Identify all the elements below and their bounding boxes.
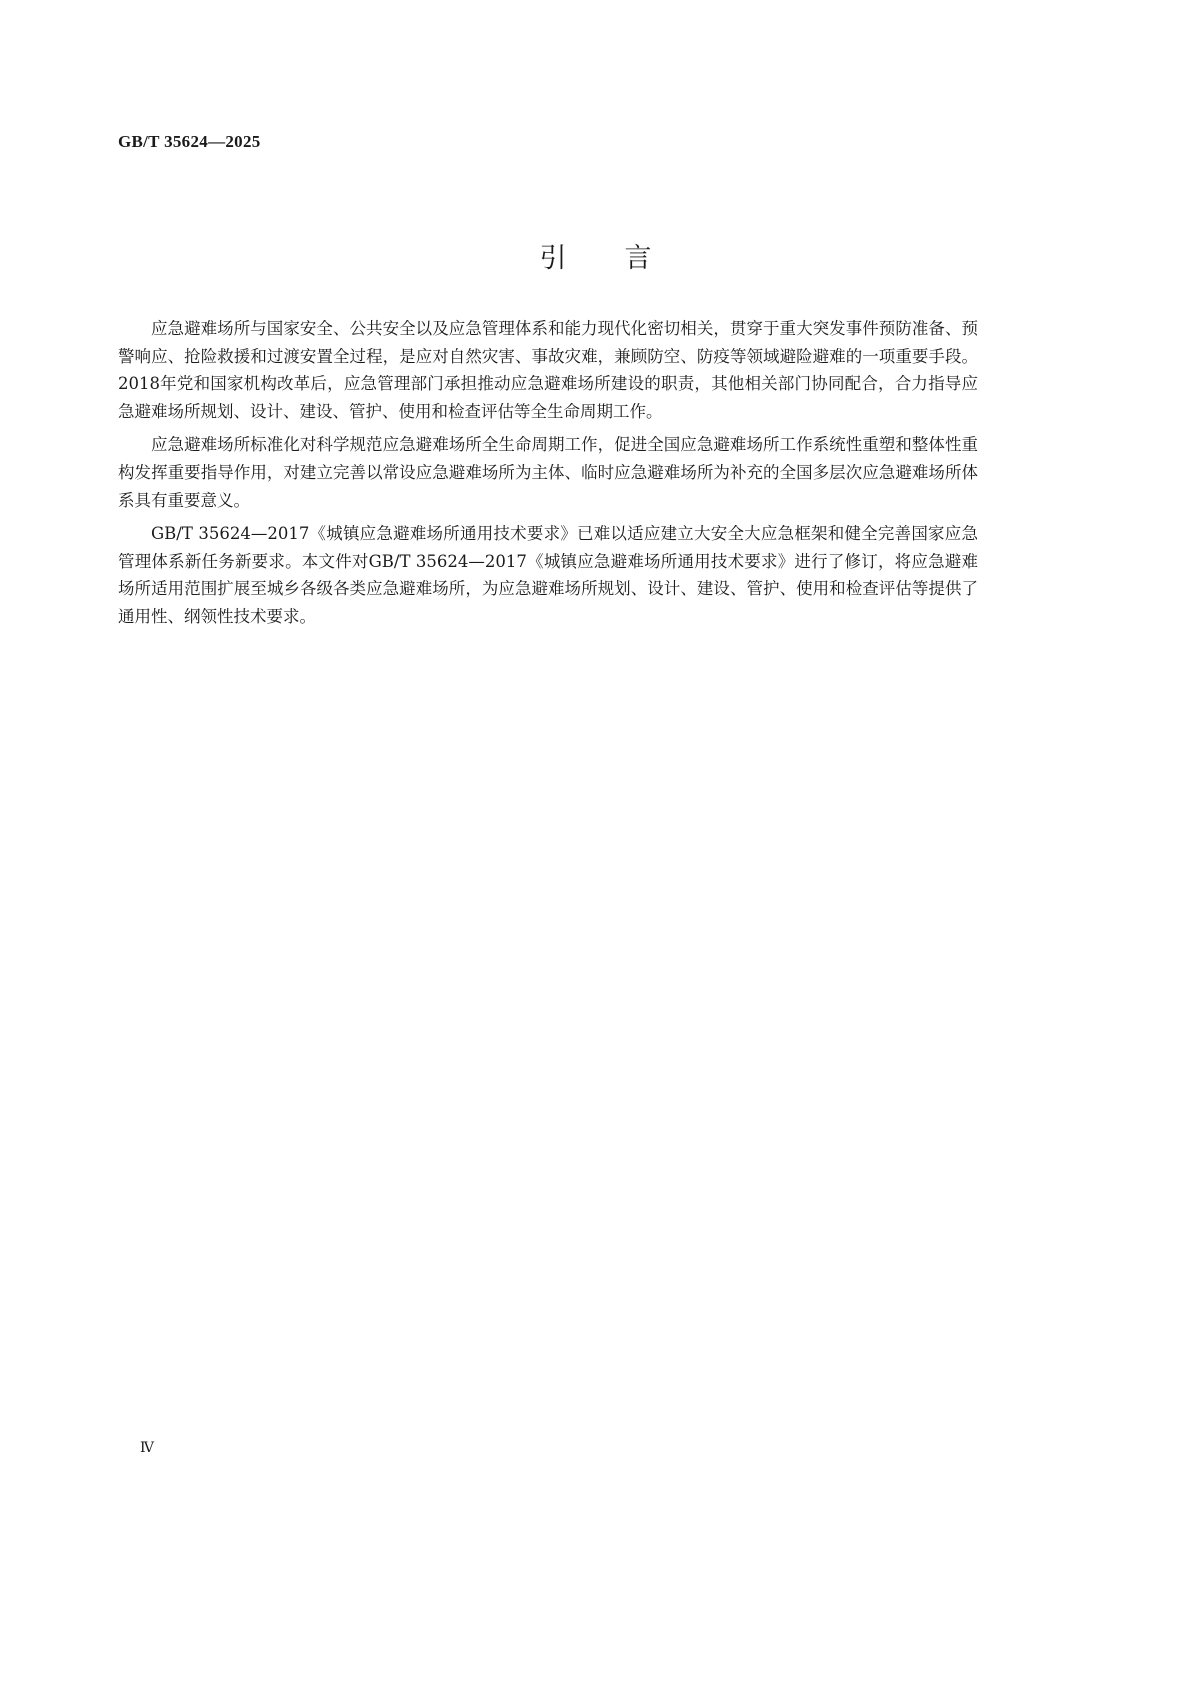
- page-number: Ⅳ: [140, 1441, 154, 1456]
- section-title: 引言: [539, 243, 710, 274]
- paragraph-1: 应急避难场所与国家安全、公共安全以及应急管理体系和能力现代化密切相关，贯穿于重大突发事件预防准备、预警响应、抢险救援和过渡安置全过程，是应对自然灾害、事故灾难，兼顾防空、防疫等领域避险避难的一项重要手段。2018年党和国家机构改革后，应急管理部门承担推动应急避难场所建设的职责，其他相关部门协同配合，合力指导应急避难场所规划、设计、建设、管护、使用和检查评估等全生命周期工作。: [118, 319, 978, 421]
- document-number: GB/T 35624—2025: [118, 132, 261, 151]
- paragraph-3: GB/T 35624—2017《城镇应急避难场所通用技术要求》已难以适应建立大安全大应急框架和健全完善国家应急管理体系新任务新要求。本文件对GB/T 35624—2017《城镇应急避难场所通用技术要求》进行了修订，将应急避难场所适用范围扩展至城乡各级各类应急避难场所，为应急避难场所规划、设计、建设、管护、使用和检查评估等提供了通用性、纲领性技术要求。: [118, 524, 978, 626]
- paragraph-2: 应急避难场所标准化对科学规范应急避难场所全生命周期工作，促进全国应急避难场所工作系统性重塑和整体性重构发挥重要指导作用，对建立完善以常设应急避难场所为主体、临时应急避难场所为补充的全国多层次应急避难场所体系具有重要意义。: [118, 435, 978, 510]
- body-text: [118, 315, 978, 637]
